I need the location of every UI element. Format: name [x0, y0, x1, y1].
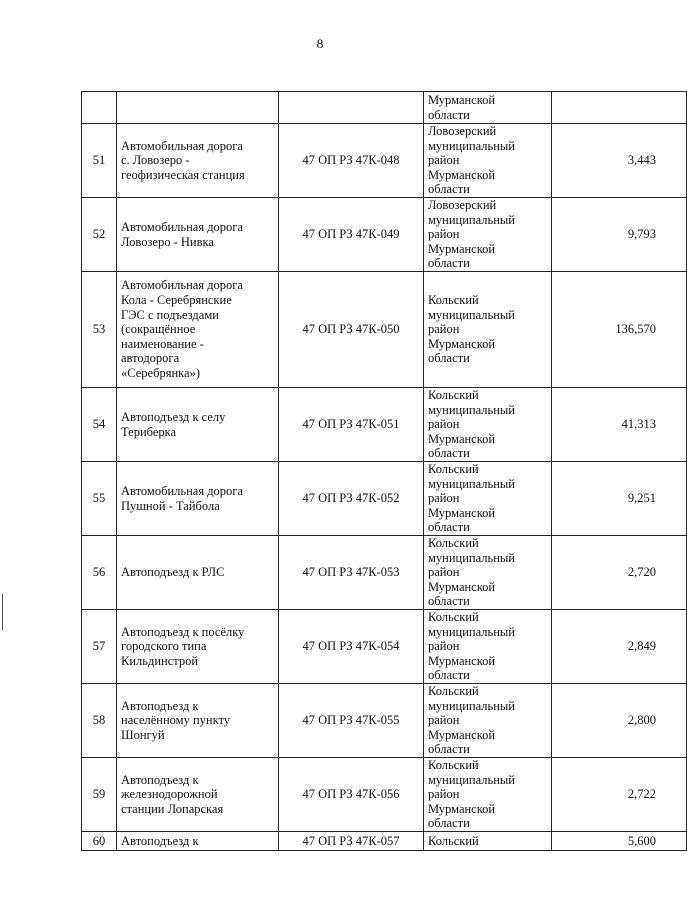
table-row [82, 758, 687, 832]
row-number-cell: 58 [82, 684, 117, 758]
district-cell: Кольский муниципальный район Мурманской области [424, 272, 552, 388]
length-cell: 2,722 [552, 758, 687, 832]
district-cell: Кольский муниципальный район Мурманской области [424, 758, 552, 832]
table-row [82, 536, 687, 610]
road-code-cell: 47 ОП РЗ 47К-050 [279, 272, 424, 388]
roads-table-body [82, 92, 687, 851]
row-number-cell: 60 [82, 832, 117, 851]
road-code-cell: 47 ОП РЗ 47К-055 [279, 684, 424, 758]
district-cell: Мурманской области [424, 92, 552, 124]
road-code-cell: 47 ОП РЗ 47К-052 [279, 462, 424, 536]
row-number-cell: 53 [82, 272, 117, 388]
road-code-cell: 47 ОП РЗ 47К-057 [279, 832, 424, 851]
table-row [82, 124, 687, 198]
road-code-cell: 47 ОП РЗ 47К-054 [279, 610, 424, 684]
table-row [82, 832, 687, 851]
road-name-cell: Автоподъезд к железнодорожной станции Лопарская [117, 758, 279, 832]
road-name-cell: Автомобильная дорога Ловозеро - Нивка [117, 198, 279, 272]
road-name-cell: Автомобильная дорога Пушной - Тайбола [117, 462, 279, 536]
table-row [82, 198, 687, 272]
district-cell: Кольский муниципальный район Мурманской области [424, 536, 552, 610]
table-row [82, 462, 687, 536]
length-cell: 136,570 [552, 272, 687, 388]
road-name-cell: Автоподъезд к [117, 832, 279, 851]
table-row [82, 272, 687, 388]
district-cell: Ловозерский муниципальный район Мурманской области [424, 198, 552, 272]
road-code-cell [279, 92, 424, 124]
row-number-cell: 59 [82, 758, 117, 832]
length-cell: 41,313 [552, 388, 687, 462]
length-cell: 5,600 [552, 832, 687, 851]
table-row [82, 92, 687, 124]
row-number-cell: 54 [82, 388, 117, 462]
row-number-cell [82, 92, 117, 124]
road-code-cell: 47 ОП РЗ 47К-049 [279, 198, 424, 272]
district-cell: Кольский муниципальный район Мурманской области [424, 462, 552, 536]
table-row [82, 610, 687, 684]
roads-table [81, 91, 687, 851]
margin-mark [2, 594, 3, 630]
district-cell: Кольский муниципальный район Мурманской области [424, 684, 552, 758]
road-code-cell: 47 ОП РЗ 47К-053 [279, 536, 424, 610]
road-name-cell: Автоподъезд к населённому пункту Шонгуй [117, 684, 279, 758]
row-number-cell: 56 [82, 536, 117, 610]
length-cell [552, 92, 687, 124]
district-cell: Кольский муниципальный район Мурманской области [424, 388, 552, 462]
road-code-cell: 47 ОП РЗ 47К-056 [279, 758, 424, 832]
road-name-cell: Автоподъезд к РЛС [117, 536, 279, 610]
length-cell: 9,793 [552, 198, 687, 272]
table-row [82, 388, 687, 462]
road-code-cell: 47 ОП РЗ 47К-048 [279, 124, 424, 198]
road-name-cell: Автоподъезд к посёлку городского типа Кильдинстрой [117, 610, 279, 684]
road-name-cell: Автомобильная дорога Кола - Серебрянские ГЭС с подъездами (сокращённое наименование - автодорога «Серебрянка») [117, 272, 279, 388]
page-number: 8 [316, 36, 324, 51]
row-number-cell: 51 [82, 124, 117, 198]
road-name-cell: Автоподъезд к селу Териберка [117, 388, 279, 462]
district-cell: Ловозерский муниципальный район Мурманской области [424, 124, 552, 198]
road-code-cell: 47 ОП РЗ 47К-051 [279, 388, 424, 462]
district-cell: Кольский муниципальный район Мурманской области [424, 610, 552, 684]
district-cell: Кольский [424, 832, 552, 851]
road-name-cell [117, 92, 279, 124]
length-cell: 2,720 [552, 536, 687, 610]
length-cell: 2,849 [552, 610, 687, 684]
row-number-cell: 55 [82, 462, 117, 536]
length-cell: 3,443 [552, 124, 687, 198]
length-cell: 2,800 [552, 684, 687, 758]
row-number-cell: 52 [82, 198, 117, 272]
length-cell: 9,251 [552, 462, 687, 536]
row-number-cell: 57 [82, 610, 117, 684]
road-name-cell: Автомобильная дорога с. Ловозеро - геофизическая станция [117, 124, 279, 198]
table-row [82, 684, 687, 758]
